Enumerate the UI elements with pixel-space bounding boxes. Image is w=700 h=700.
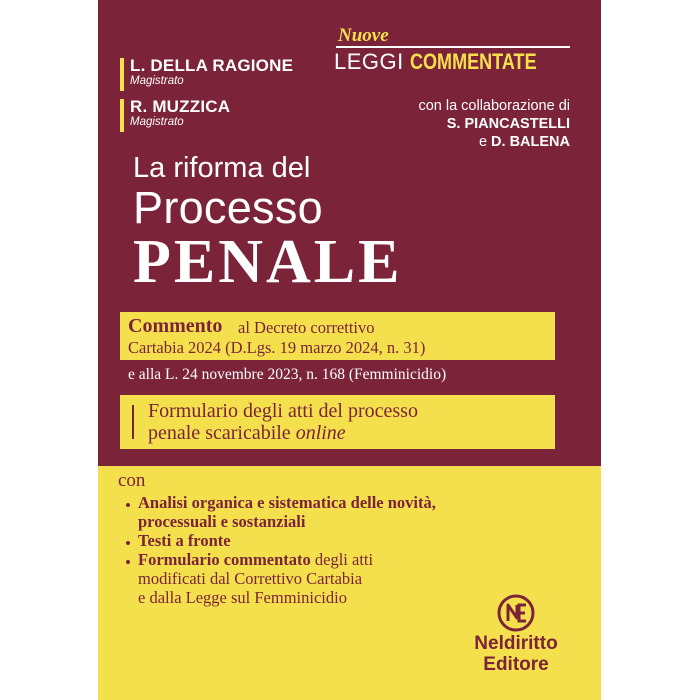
author-accent-bar	[120, 58, 124, 91]
title-line-2: Processo	[133, 182, 323, 233]
feature-1-line-2: processuali e sostanziali	[138, 512, 306, 531]
formulario-line-2-italic: online	[295, 422, 346, 444]
author-accent-bar	[120, 99, 124, 132]
collaboration-intro: con la collaborazione di	[418, 98, 570, 114]
series-logo-commentate: COMMENTATE	[410, 49, 537, 74]
feature-1-line-1: Analisi organica e sistematica delle novità,	[138, 493, 436, 512]
formulario-line-2-start: penale scaricabile	[148, 422, 291, 444]
author-2-name: R. MUZZICA	[130, 97, 231, 116]
comment-line-1: al Decreto correttivo	[238, 318, 375, 337]
collaborator-1: S. PIANCASTELLI	[446, 116, 570, 132]
comment-line-2: Cartabia 2024 (D.Lgs. 19 marzo 2024, n. 31)	[128, 338, 426, 357]
title-line-1: La riforma del	[133, 152, 311, 184]
formulario-rule	[132, 405, 134, 439]
series-logo-nuove: Nuove	[338, 25, 389, 46]
author-1-role: Magistrato	[130, 75, 184, 87]
feature-3-line-3: e dalla Legge sul Femminicidio	[138, 588, 347, 607]
feature-2-line-1: Testi a fronte	[138, 531, 231, 550]
book-cover	[98, 0, 601, 700]
collaborator-2: D. BALENA	[491, 134, 570, 150]
bullet-icon	[126, 541, 130, 545]
author-1-name: L. DELLA RAGIONE	[130, 56, 294, 75]
bullet-icon	[126, 560, 130, 564]
feature-3-line-1	[138, 550, 373, 569]
feature-3-rest: degli atti	[314, 550, 374, 569]
comment-lead: Commento	[128, 315, 223, 337]
formulario-line-2	[148, 422, 346, 445]
title-line-3: PENALE	[133, 228, 403, 296]
features-panel	[98, 466, 601, 700]
publisher-logo-icon	[497, 594, 535, 632]
features-heading: con	[118, 470, 146, 491]
publisher-name-line-2: Editore	[483, 654, 549, 675]
formulario-line-1: Formulario degli atti del processo	[148, 400, 418, 422]
bullet-icon	[126, 503, 130, 507]
collaborator-2-line	[479, 134, 570, 150]
feature-3-bold: Formulario commentato	[138, 550, 311, 569]
publisher-name-line-1: Neldiritto	[474, 633, 558, 654]
femminicidio-line: e alla L. 24 novembre 2023, n. 168 (Femminicidio)	[128, 366, 447, 383]
formulario-box	[120, 395, 555, 449]
collaboration-connector: e	[478, 134, 488, 150]
feature-3-line-2: modificati dal Correttivo Cartabia	[138, 569, 363, 588]
comment-box	[120, 312, 555, 360]
author-2-role: Magistrato	[130, 116, 184, 128]
series-logo-leggi: LEGGI	[334, 49, 404, 74]
series-logo-rule	[336, 46, 570, 48]
